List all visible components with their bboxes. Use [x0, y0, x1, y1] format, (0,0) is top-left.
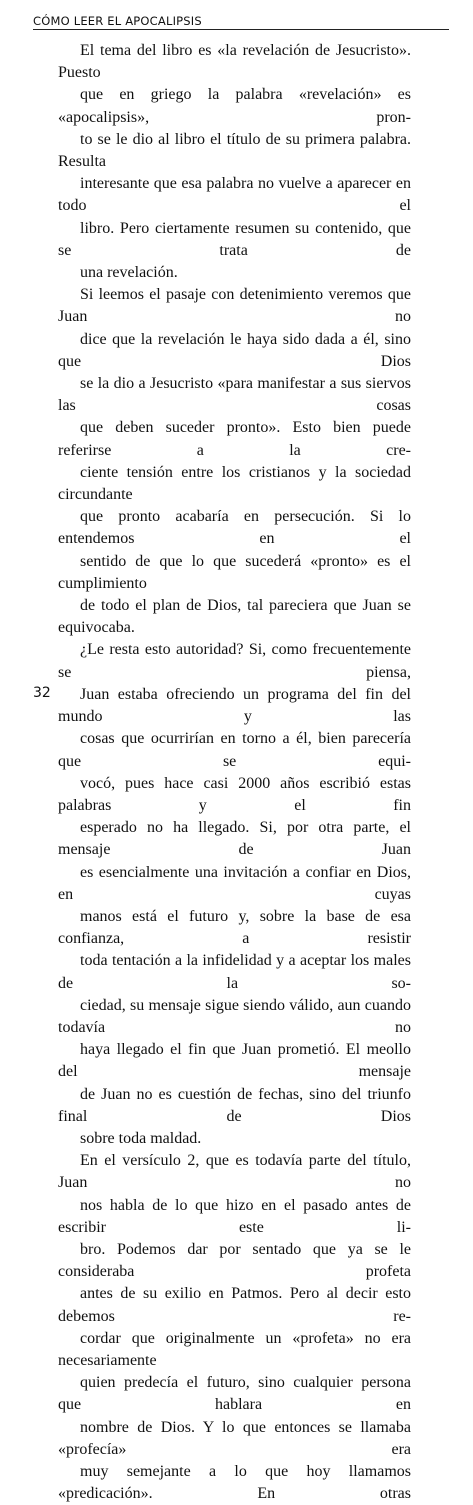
text-line: quien predecía el futuro, sino cualquier persona que hablara en	[58, 1374, 411, 1414]
text-line: de Juan no es cuestión de fechas, sino del triunfo final de Dios	[58, 1085, 411, 1125]
paragraph-3	[58, 1150, 411, 1505]
text-line: En el versículo 2, que es todavía parte del título, Juan no	[58, 1152, 411, 1192]
text-line: nombre de Dios. Y lo que entonces se llamaba «profecía» era	[58, 1418, 411, 1458]
text-line: El tema del libro es «la revelación de Jesucristo». Puesto	[58, 42, 411, 82]
text-line: libro. Pero ciertamente resumen su contenido, que se trata de	[58, 219, 411, 259]
text-line: ciedad, su mensaje sigue siendo válido, aun cuando todavía no	[58, 996, 411, 1036]
text-line: de todo el plan de Dios, tal pareciera que Juan se equivocaba.	[58, 597, 411, 637]
text-line: to se le dio al libro el título de su primera palabra. Resulta	[58, 130, 411, 171]
text-line: esperado no ha llegado. Si, por otra parte, el mensaje de Juan	[58, 819, 411, 859]
text-line: Si leemos el pasaje con detenimiento veremos que Juan no	[58, 286, 411, 326]
text-line: cosas que ocurrirían en torno a él, bien parecería que se equi-	[58, 730, 411, 770]
text-line: muy semejante a lo que hoy llamamos «predicación». En otras	[58, 1463, 411, 1503]
text-line: ciente tensión entre los cristianos y la sociedad circundante	[58, 463, 411, 504]
text-line: cordar que originalmente un «profeta» no era necesariamente	[58, 1329, 411, 1369]
page-number: 32	[33, 685, 51, 701]
body-text	[58, 40, 411, 1505]
text-line: sobre toda maldad.	[80, 1129, 202, 1147]
text-line: manos está el futuro y, sobre la base de esa confianza, a resistir	[58, 907, 411, 948]
text-line: sentido de que lo que sucederá «pronto» es el cumplimiento	[58, 552, 411, 592]
paragraph-1	[58, 40, 411, 284]
text-line: que en griego la palabra «revelación» es «apocalipsis», pron-	[58, 86, 411, 126]
text-line: que pronto acabaría en persecución. Si lo entendemos en el	[58, 508, 411, 548]
header-rule	[33, 29, 449, 30]
text-line: vocó, pues hace casi 2000 años escribió estas palabras y el fin	[58, 774, 411, 814]
text-line: haya llegado el fin que Juan prometió. El meollo del mensaje	[58, 1041, 411, 1081]
text-line: se la dio a Jesucristo «para manifestar a sus siervos las cosas	[58, 375, 411, 415]
text-line: bro. Podemos dar por sentado que ya se le consideraba profeta	[58, 1240, 411, 1281]
text-line: una revelación.	[80, 264, 178, 282]
text-line: es esencialmente una invitación a confiar en Dios, en cuyas	[58, 863, 411, 903]
text-line: ¿Le resta esto autoridad? Si, como frecuentemente se piensa,	[58, 641, 411, 681]
text-line: que deben suceder pronto». Esto bien puede referirse a la cre-	[58, 419, 411, 459]
paragraph-2	[58, 284, 411, 1150]
text-line: dice que la revelación le haya sido dada a él, sino que Dios	[58, 330, 411, 370]
text-line: nos habla de lo que hizo en el pasado antes de escribir este li-	[58, 1196, 411, 1236]
text-line: Juan estaba ofreciendo un programa del fin del mundo y las	[58, 685, 411, 726]
text-line: interesante que esa palabra no vuelve a aparecer en todo el	[58, 175, 411, 215]
running-head: CÓMO LEER EL APOCALIPSIS	[33, 14, 202, 28]
text-line: antes de su exilio en Patmos. Pero al decir esto debemos re-	[58, 1285, 411, 1325]
text-line: toda tentación a la infidelidad y a aceptar los males de la so-	[58, 952, 411, 992]
